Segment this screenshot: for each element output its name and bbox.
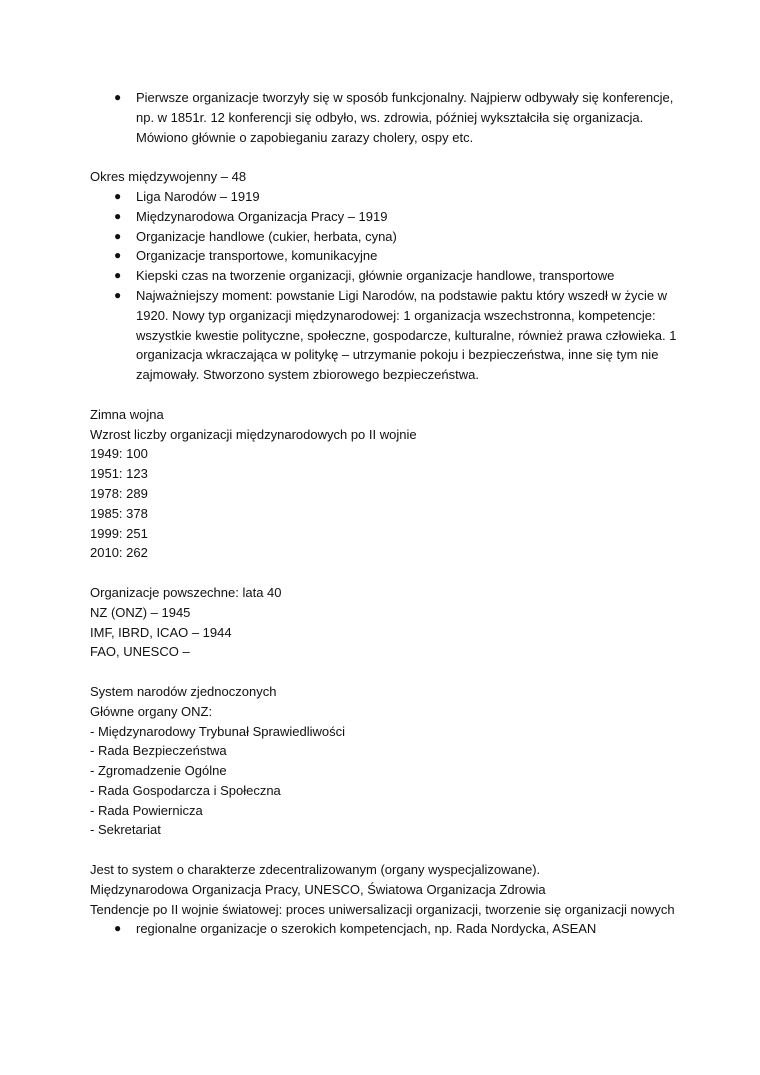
cold-war-subheading: Wzrost liczby organizacji międzynarodowych po II wojnie bbox=[90, 426, 417, 442]
decentralized-line: Tendencje po II wojnie światowej: proces uniwersalizacji organizacji, tworzenie się organizacji nowych bbox=[90, 901, 675, 917]
regional-bullet-list bbox=[90, 919, 680, 939]
paragraph-text: Pierwsze organizacje tworzyły się w sposób funkcjonalny. Najpierw odbywały się konferencje, np. w 1851r. 12 konferencji się odbyło, ws. zdrowia, później wykształciła się organizacja. Mówiono głównie o zapobieganiu zarazy cholery, ospy etc. bbox=[136, 90, 674, 145]
list-item bbox=[90, 227, 680, 247]
list-item bbox=[90, 207, 680, 227]
list-item-text: Liga Narodów – 1919 bbox=[136, 188, 260, 204]
list-item bbox=[90, 266, 680, 286]
universal-line: Organizacje powszechne: lata 40 bbox=[90, 584, 282, 600]
decentralized-line: Jest to system o charakterze zdecentralizowanym (organy wyspecjalizowane). bbox=[90, 862, 541, 878]
count-line: 1999: 251 bbox=[90, 525, 148, 541]
list-item-text: Organizacje handlowe (cukier, herbata, cyna) bbox=[136, 228, 397, 244]
section-heading-un-system: System narodów zjednoczonych bbox=[90, 683, 277, 699]
intro-bullet-list bbox=[90, 88, 680, 147]
list-item-text: Międzynarodowa Organizacja Pracy – 1919 bbox=[136, 208, 388, 224]
bullet-icon: ● bbox=[114, 248, 122, 263]
un-organ-item: - Rada Bezpieczeństwa bbox=[90, 743, 227, 759]
bullet-icon: ● bbox=[114, 90, 122, 104]
list-item-text: regionalne organizacje o szerokich kompetencjach, np. Rada Nordycka, ASEAN bbox=[136, 921, 597, 937]
count-line: 1951: 123 bbox=[90, 466, 148, 482]
list-item-text: Kiepski czas na tworzenie organizacji, głównie organizacje handlowe, transportowe bbox=[136, 268, 615, 284]
un-organs-heading: Główne organy ONZ: bbox=[90, 703, 213, 719]
un-organ-item: - Zgromadzenie Ogólne bbox=[90, 763, 227, 779]
list-item bbox=[90, 187, 680, 207]
bullet-icon: ● bbox=[114, 208, 122, 223]
bullet-icon: ● bbox=[114, 228, 122, 243]
list-item bbox=[90, 246, 680, 266]
bullet-icon: ● bbox=[114, 921, 122, 936]
list-item-text: Organizacje transportowe, komunikacyjne bbox=[136, 248, 378, 264]
document-page bbox=[90, 88, 680, 939]
section-heading-cold-war: Zimna wojna bbox=[90, 406, 164, 422]
universal-line: FAO, UNESCO – bbox=[90, 644, 190, 660]
count-line: 1949: 100 bbox=[90, 446, 148, 462]
un-organ-item: - Rada Powiernicza bbox=[90, 802, 203, 818]
universal-line: NZ (ONZ) – 1945 bbox=[90, 604, 191, 620]
count-line: 1985: 378 bbox=[90, 505, 148, 521]
count-line: 2010: 262 bbox=[90, 545, 148, 561]
bullet-icon: ● bbox=[114, 268, 122, 283]
un-organ-item: - Sekretariat bbox=[90, 822, 161, 838]
decentralized-line: Międzynarodowa Organizacja Pracy, UNESCO, Światowa Organizacja Zdrowia bbox=[90, 881, 546, 897]
list-item-text: Najważniejszy moment: powstanie Ligi Narodów, na podstawie paktu który wszedł w życie w 1920. Nowy typ organizacji międzynarodowej: 1 organizacja wszechstronna, kompetencje: wszystkie kwestie polityczne, społeczne, gospodarcze, kulturalne, również prawa człowieka. 1 organizacja wkraczająca w politykę – utrzymanie pokoju i bezpieczeństwa, inne się tym nie zajmowały. Stworzono system zbiorowego bezpieczeństwa. bbox=[136, 287, 677, 383]
interwar-bullet-list bbox=[90, 187, 680, 385]
list-item bbox=[90, 286, 680, 385]
universal-line: IMF, IBRD, ICAO – 1944 bbox=[90, 624, 232, 640]
list-item bbox=[90, 88, 680, 147]
bullet-icon: ● bbox=[114, 287, 122, 302]
un-organ-item: - Międzynarodowy Trybunał Sprawiedliwości bbox=[90, 723, 346, 739]
count-line: 1978: 289 bbox=[90, 485, 148, 501]
un-organ-item: - Rada Gospodarcza i Społeczna bbox=[90, 782, 281, 798]
list-item bbox=[90, 919, 680, 939]
section-heading-interwar: Okres międzywojenny – 48 bbox=[90, 169, 247, 185]
bullet-icon: ● bbox=[114, 188, 122, 203]
